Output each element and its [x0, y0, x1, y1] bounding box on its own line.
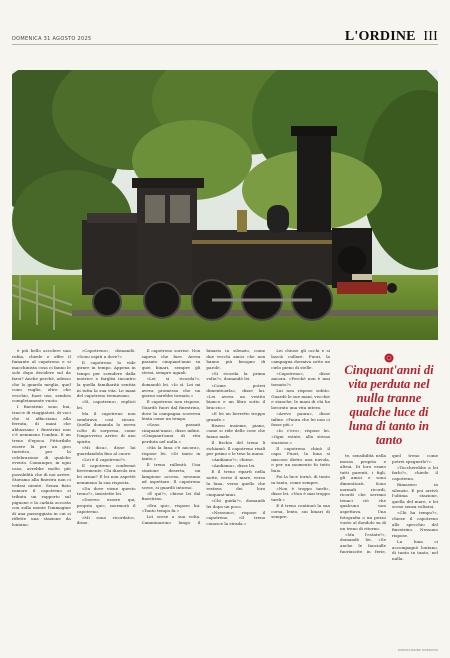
article-paragraph: «Chi guida?», domandò lei dopo un poco.	[206, 497, 266, 509]
article-paragraph: «Capotreno», domandò. «Sono ospiti a dove?»	[76, 348, 136, 359]
copyright-note: RIPRODUZIONE RISERVATA	[397, 648, 438, 652]
article-paragraph: Il capotreno confermò brevemente. Chi diavolo era lei ormai? E lei non aspettò nemmeno la sua risposta.	[76, 462, 136, 485]
article-paragraph: «Andiamo?», chiese.	[211, 457, 254, 463]
article-paragraph: «Io c'ero», rispose lei. «Ogni estate, alla stessa stazione.»	[271, 428, 330, 445]
page-number: III	[423, 29, 438, 44]
article-paragraph: Il treno rallentò. Una stazione deserta, un lampione acceso, nessuno ad aspettare. Il capotreno scese, si guardò intorno.	[141, 462, 201, 490]
article-paragraph: «Sì, capotreno», replicò lei.	[76, 399, 136, 410]
article-paragraph: «È qui?», chiese lei dal finestrino.	[141, 490, 201, 502]
article-paragraph: «Capotreno», disse ancora. «Perché non è mai tornato?»	[271, 370, 330, 388]
article-paragraph: «Come potrei dimenticarla», disse lui. «Lei aveva un vestito bianco e un libro sotto il braccio.»	[206, 382, 266, 410]
article-paragraph: Lei scese a sua volta. Camminarono lungo il binario in silenzio, come due vecchi amici che non hanno più bisogno di parole.	[141, 348, 266, 525]
article-paragraph: Il capotreno lo vide girare in tempo. Appena in tempo per scendere dalla motrice e farglisi incontro la quella familiarità sentita in tutta la sua vita. Le mani del capotreno tremavano.	[76, 359, 136, 399]
sidebar-text	[340, 453, 438, 561]
article-paragraph: Il fischio del treno li richiamò. Il capotreno risalì per primo e le tese la mano.	[206, 440, 266, 457]
article-paragraph: «Dovevo essere qui, proprio qui», mormorò il capotreno.	[76, 497, 136, 514]
article-paragraph: E il treno continuò la sua corsa, lento, sui binari di sempre.	[271, 503, 330, 520]
article-paragraph: è più bello accolere una rubia, chiede e offre il fumante al capotreno e si macchinista cosa ci fanno le sole dopo decidere sul da farsi? Anche perché, adesso che lo guardo meglio, quel cono vuglio, oltre che vecchio, fuori uso, sembra completamente vuoto.	[12, 348, 71, 404]
article-paragraph: te, sensibilità nella mossa propria e altrui. Di loro erano tutti parenti, i figli, gli amici e sono dimenticati. Sono normali ricordi, ricordi che serrano tenaci ciò che qualcuno non aspettava. Una fotografia o un pezzo vuoto al dondolo su di un treno di ritorno.	[340, 453, 386, 531]
article-headline: Cinquant'anni di vita perduta nel nulla tranne qualche luce di luna di tanto in tanto	[344, 363, 434, 447]
article-paragraph: Il capotreno sorrise. Non sapeva che fare. Aveva passato cinquant'anni su quei binari, sempre gli stessi, sempre uguali.	[141, 348, 201, 376]
article-paragraph: Poi la luce tornò, di tanto in tanto, come sempre.	[271, 474, 330, 485]
article-paragraph: «Era qui», rispose lui. «Tanto tempo fa.»	[141, 502, 201, 514]
article-paragraph: «Lei è il capotreno?».	[81, 456, 127, 462]
article-paragraph: «Sono passati cinquant'anni», disse infine. «Cinquant'anni di vita perduta nel nulla.»	[141, 422, 201, 444]
page-header	[12, 0, 438, 46]
article-paragraph: Rimasero in silenzio. E poi arrivò l'ultima stazione, quella del mare, e lei scese senza voltarsi.	[392, 481, 438, 510]
header-rule	[12, 44, 438, 45]
article-paragraph: La luna ci accompagnò lontano, di tanto in tanto, nel nulla.	[392, 538, 438, 561]
sidebar	[340, 348, 438, 648]
article-paragraph: «Avevo paura», disse infine. «Paura che lei non ci fosse più.»	[271, 411, 330, 428]
article-paragraph: «Ma la luna c'è ancora», rispose lei. «Di tanto in tanto.»	[141, 445, 201, 462]
article-paragraph: Lei chiuse gli occhi e si lasciò cullare. Fuori, la campagna dormiva sotto un cielo pieno di stelle.	[271, 348, 330, 370]
masthead-title: L'ORDINE	[344, 29, 416, 44]
locomotive-illustration	[12, 70, 438, 340]
article-paragraph: Lui non rispose subito. Guardò le sue mani, vecchie e stanche, le mani di chi ha lavorato una vita intera.	[271, 388, 330, 410]
article-paragraph: E il treno ripartì nella notte, verso il mare, verso la luna, verso quello che restava dei loro cinquant'anni.	[206, 469, 266, 497]
article-paragraph: «Lei si ricorda?», domandò lei. «Io sì. Lei mi aveva promesso che un giorno sarebbe tornato.»	[141, 376, 201, 399]
article-paragraph: «Ma l'estate?», domandò lei. «Se anche le fanciulle fuoriuscite in ferie, quel treno come potrei spegnerlo?».	[340, 453, 438, 554]
article-paragraph: «E lei un berretto troppo grande.»	[206, 411, 266, 422]
article-paragraph: «Da dove viene questo treno?», insistette lei.	[76, 485, 136, 497]
masthead	[345, 29, 438, 45]
article-paragraph: «Si ricorda la prima volta?», domandò lei.	[206, 370, 266, 382]
article-paragraph: «Nessuno», rispose il capotreno. «Il treno conosce la strada.»	[206, 509, 266, 526]
issue-date: DOMENICA 31 AGOSTO 2025	[12, 36, 92, 42]
article-paragraph: Ma il capotreno non sembrava così sicuro. Quella domanda lo aveva colto di sorpresa, come l'improvviso arrivo di uno spirito.	[76, 411, 136, 444]
article-paragraph: «Non è troppo tardi», disse lei. «Non è mai troppo tardi.»	[271, 485, 330, 502]
article-paragraph: «Andiamo», disse lei.	[211, 463, 256, 469]
article-paragraph: «Mi sono ricordato», disse.	[76, 514, 136, 526]
article-paragraph: «Toccherebbe a lei farlo?», chiede il capotreno.	[392, 464, 438, 481]
article-paragraph: I finestrini sono bui, tracce di viaggiatori, di voci che si affacciano alla ferrata, di mani che abbassano i finestrini non c'è nemmeno l'ombra. E un treno d'epoca. Pittoribile essere là per un giro turistico, per la celebrazione di qualche evento. Comunque, in ogni caso, avrebbe molto più possibilità che di noi arrive. Stavamo alla finestra non ci vedrai niente. Senza fiato rumore il capotreno si tributa un rapporto sul pignone e la caduta accosta con sulla mente l'immagine di una passeggiata in cui si riflette una stazione da lontano.	[12, 404, 71, 527]
article-paragraph: Il capotreno non rispose. Guardò fuori dal finestrino, dove la campagna scorreva lenta come un tempo.	[141, 399, 201, 422]
locomotive-photo	[12, 70, 438, 340]
article-paragraph: «Chi ha tempo?», chiese il capotreno allo specchio del finestrino. Nessuno rispose.	[392, 510, 438, 538]
article-paragraph: «Mi dica», disse lui guardandola fino al cuore.	[76, 445, 136, 456]
article-paragraph: Risero insieme, piano, come si ride delle cose che fanno male.	[206, 422, 266, 439]
article-body	[12, 348, 330, 648]
article-paragraph: Il capotreno chinò il capo. Fuori, la luna si nascose dietro una nuvola, e per un momento fu tutto buio.	[271, 445, 330, 473]
rose-icon	[384, 348, 394, 358]
